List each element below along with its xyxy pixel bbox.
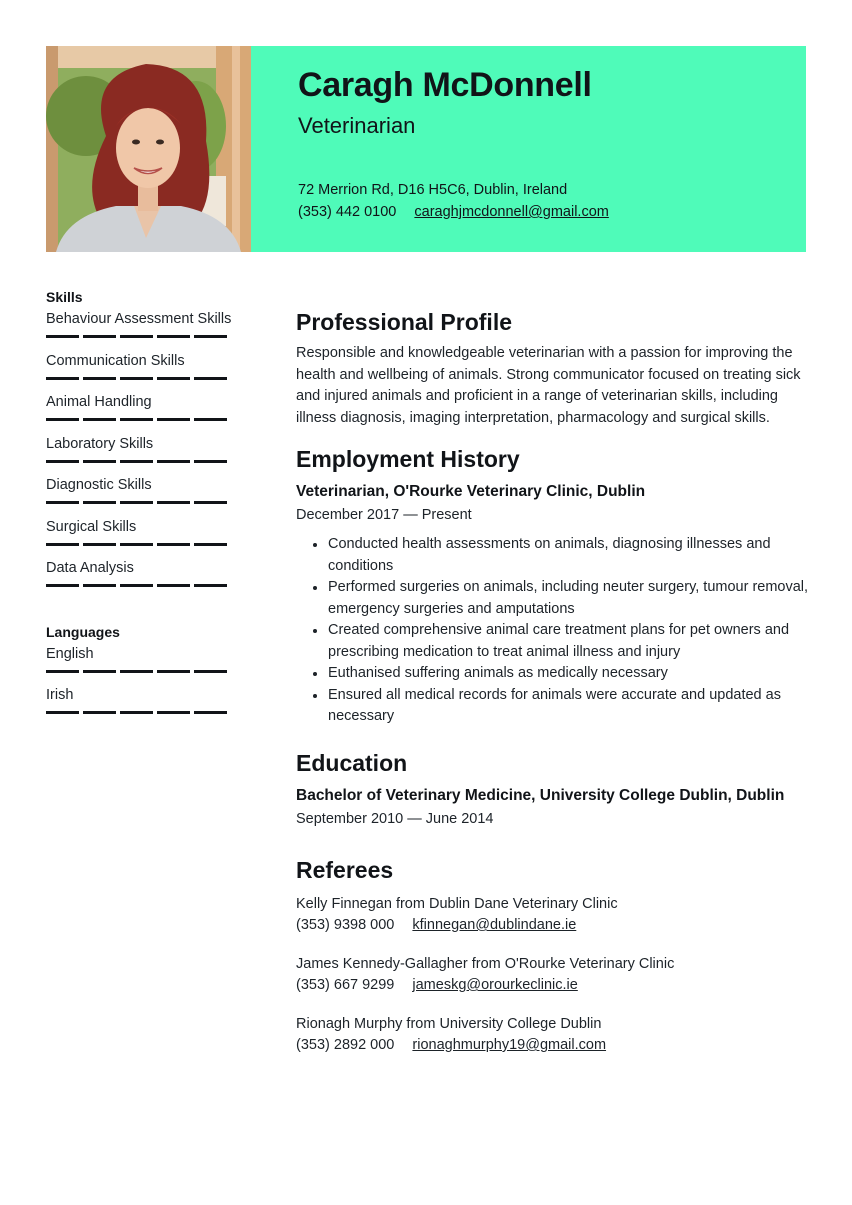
skill-item-level-meter xyxy=(46,543,227,546)
candidate-name: Caragh McDonnell xyxy=(298,66,592,104)
job-duty-item: Ensured all medical records for animals were accurate and updated as necessary xyxy=(296,685,811,728)
level-segment xyxy=(120,418,153,421)
referee-email-link[interactable]: kfinnegan@dublindane.ie xyxy=(412,917,577,933)
level-segment xyxy=(194,501,227,504)
referee-phone: (353) 2892 000 xyxy=(296,1037,395,1053)
referee-item xyxy=(296,1014,811,1057)
referee-contact xyxy=(296,975,811,997)
language-item-level-meter xyxy=(46,670,227,673)
language-item xyxy=(46,646,246,688)
job-duty-item: Created comprehensive animal care treatment plans for pet owners and prescribing medication to treat animal illness and injury xyxy=(296,620,811,663)
language-item xyxy=(46,687,246,729)
resume-header xyxy=(46,46,806,252)
level-segment xyxy=(46,460,79,463)
referee-name: Kelly Finnegan from Dublin Dane Veterinary Clinic xyxy=(296,895,618,912)
level-segment xyxy=(157,460,190,463)
level-segment xyxy=(194,670,227,673)
referee-name: Rionagh Murphy from University College Dublin xyxy=(296,1015,602,1032)
skill-item xyxy=(46,394,246,436)
referee-email-link[interactable]: jameskg@orourkeclinic.ie xyxy=(412,977,578,993)
contact-phone: (353) 442 0100 xyxy=(298,204,397,220)
level-segment xyxy=(46,584,79,587)
language-item-level-meter xyxy=(46,711,227,714)
skill-item-label: Behaviour Assessment Skills xyxy=(46,311,232,327)
job-dates: December 2017 — Present xyxy=(296,507,472,523)
level-segment xyxy=(120,335,153,338)
level-segment xyxy=(194,418,227,421)
level-segment xyxy=(83,584,116,587)
job-title: Veterinarian, O'Rourke Veterinary Clinic, Dublin xyxy=(296,483,646,500)
level-segment xyxy=(157,418,190,421)
job-duty-item: Performed surgeries on animals, including neuter surgery, tumour removal, emergency surgeries and amputations xyxy=(296,577,811,620)
level-segment xyxy=(83,418,116,421)
languages-section xyxy=(46,624,246,729)
skill-item-label: Communication Skills xyxy=(46,352,185,369)
candidate-title: Veterinarian xyxy=(298,113,416,138)
level-segment xyxy=(46,711,79,714)
level-segment xyxy=(157,335,190,338)
referee-item xyxy=(296,954,811,997)
skill-item-label: Laboratory Skills xyxy=(46,435,154,452)
level-segment xyxy=(120,501,153,504)
skills-list xyxy=(46,311,246,602)
level-segment xyxy=(120,670,153,673)
level-segment xyxy=(157,377,190,380)
level-segment xyxy=(157,711,190,714)
skill-item-label: Animal Handling xyxy=(46,394,152,410)
referee-phone: (353) 667 9299 xyxy=(296,977,395,993)
profile-photo-image xyxy=(46,46,251,252)
skill-item-label: Data Analysis xyxy=(46,560,134,576)
level-segment xyxy=(46,501,79,504)
skill-item xyxy=(46,353,246,395)
level-segment xyxy=(120,584,153,587)
level-segment xyxy=(83,501,116,504)
level-segment xyxy=(194,543,227,546)
level-segment xyxy=(120,543,153,546)
referee-contact xyxy=(296,915,811,937)
level-segment xyxy=(120,377,153,380)
skill-item-level-meter xyxy=(46,584,227,587)
referee-item xyxy=(296,894,811,937)
skill-item-level-meter xyxy=(46,460,227,463)
skill-item-label: Diagnostic Skills xyxy=(46,477,152,493)
skill-item xyxy=(46,436,246,478)
profile-section xyxy=(296,309,811,429)
referee-phone: (353) 9398 000 xyxy=(296,917,395,933)
level-segment xyxy=(194,377,227,380)
contact-email-link[interactable]: caraghjmcdonnell@gmail.com xyxy=(414,204,609,220)
languages-heading: Languages xyxy=(46,623,120,640)
referee-email-link[interactable]: rionaghmurphy19@gmail.com xyxy=(412,1037,607,1053)
skill-item-level-meter xyxy=(46,377,227,380)
language-item-label: English xyxy=(46,645,94,662)
level-segment xyxy=(46,335,79,338)
skill-item xyxy=(46,311,246,353)
profile-text: Responsible and knowledgeable veterinarian with a passion for improving the health and wellbeing of animals. Strong communicator focused on treating sick and injured animals and proficient in a range of veterinarian skills, including illness diagnosis, imaging interpretation, pharmacology and surgical skills. xyxy=(296,345,801,426)
skill-item xyxy=(46,560,246,602)
level-segment xyxy=(83,335,116,338)
job-duty-item: Conducted health assessments on animals, diagnosing illnesses and conditions xyxy=(296,534,811,577)
education-heading: Education xyxy=(296,749,408,776)
skill-item xyxy=(46,519,246,561)
level-segment xyxy=(194,335,227,338)
level-segment xyxy=(194,460,227,463)
level-segment xyxy=(157,501,190,504)
skill-item-level-meter xyxy=(46,418,227,421)
referees-heading: Referees xyxy=(296,856,394,883)
level-segment xyxy=(46,377,79,380)
employment-section xyxy=(296,446,811,728)
contact-line xyxy=(298,204,609,220)
level-segment xyxy=(83,711,116,714)
level-segment xyxy=(46,543,79,546)
level-segment xyxy=(194,584,227,587)
level-segment xyxy=(46,670,79,673)
education-dates: September 2010 — June 2014 xyxy=(296,810,494,827)
referee-name: James Kennedy-Gallagher from O'Rourke Veterinary Clinic xyxy=(296,955,675,972)
referee-contact xyxy=(296,1035,811,1057)
level-segment xyxy=(83,460,116,463)
level-segment xyxy=(157,584,190,587)
referees-section xyxy=(296,857,811,1057)
level-segment xyxy=(46,418,79,421)
profile-photo xyxy=(46,46,251,252)
skill-item xyxy=(46,477,246,519)
skill-item-level-meter xyxy=(46,501,227,504)
contact-address: 72 Merrion Rd, D16 H5C6, Dublin, Ireland xyxy=(298,182,568,198)
level-segment xyxy=(83,377,116,380)
education-section xyxy=(296,750,811,827)
main-content xyxy=(296,309,811,1057)
job-duty-item: Euthanised suffering animals as medically necessary xyxy=(296,663,811,685)
employment-heading: Employment History xyxy=(296,446,520,472)
level-segment xyxy=(83,543,116,546)
level-segment xyxy=(157,670,190,673)
language-item-label: Irish xyxy=(46,687,74,703)
sidebar xyxy=(46,289,246,729)
level-segment xyxy=(120,460,153,463)
languages-list xyxy=(46,646,246,729)
skill-item-level-meter xyxy=(46,335,227,338)
skills-heading: Skills xyxy=(46,289,83,305)
level-segment xyxy=(83,670,116,673)
level-segment xyxy=(194,711,227,714)
job-duties-list xyxy=(296,534,811,728)
level-segment xyxy=(157,543,190,546)
skill-item-label: Surgical Skills xyxy=(46,518,137,535)
education-title: Bachelor of Veterinary Medicine, University College Dublin, Dublin xyxy=(296,786,785,804)
profile-heading: Professional Profile xyxy=(296,309,513,335)
level-segment xyxy=(120,711,153,714)
